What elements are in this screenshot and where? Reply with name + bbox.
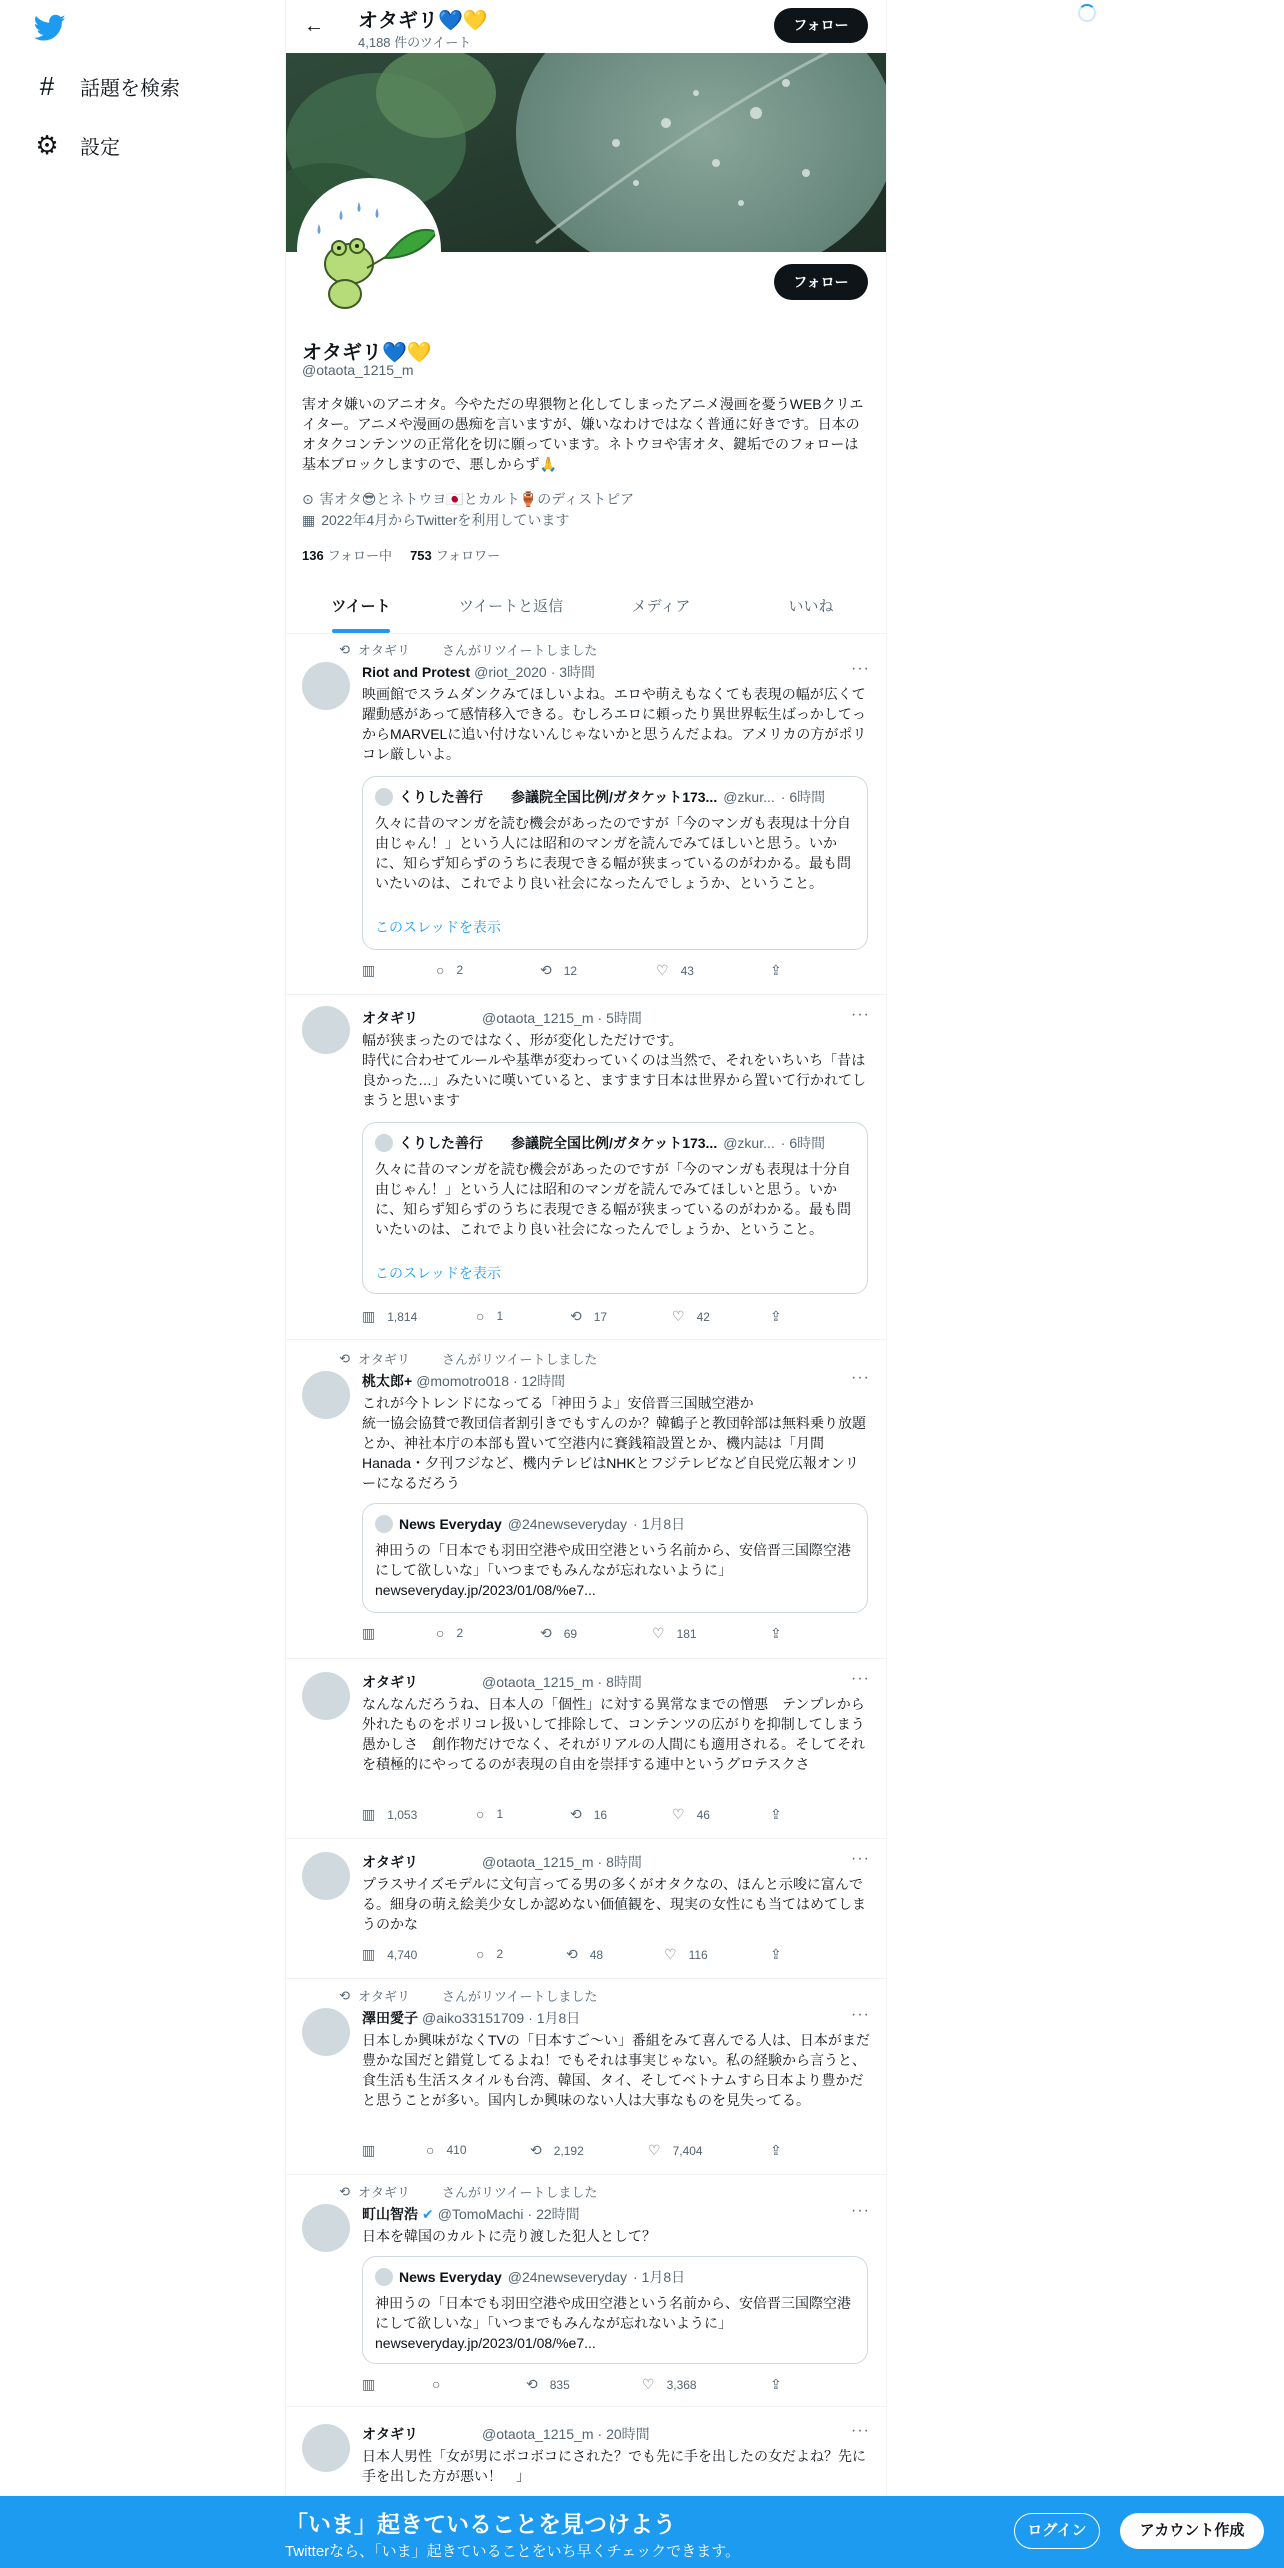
like-count: 43: [680, 963, 694, 978]
quote-text: 久々に昔のマンガを読む機会があったのですが「今のマンガも表現は十分自由じゃん！」という人には昭和のマンガを読んでみてほしいと思う。いかに、知らず知らずのうちに表現できる幅が狭まっているのがわかる。最も問いたいのは、これでより良い社会になったんでしょうか、ということ。: [375, 1161, 851, 1237]
tweet-actions: [362, 1806, 802, 1826]
like-button[interactable]: [648, 2142, 703, 2159]
tweet-author-handle[interactable]: @otaota_1215_m: [482, 2426, 594, 2442]
views-chart-icon: ▥: [362, 1946, 376, 1962]
like-count: 116: [688, 1947, 708, 1962]
more-options-icon[interactable]: ···: [851, 660, 870, 677]
share-button[interactable]: [770, 962, 782, 979]
tweet-actions: [362, 1946, 802, 1966]
profile-joined-text: 2022年4月からTwitterを利用しています: [321, 512, 570, 528]
profile-column: [285, 0, 887, 2568]
tweet-actions: [362, 1308, 802, 1328]
like-button[interactable]: [656, 962, 694, 979]
quote-avatar: [375, 1515, 393, 1533]
tweet-text: 映画館でスラムダンクみてほしいよね。エロや萌えもなくても表現の幅が広くて躍動感があって感情移入できる。むしろエロに頼ったり異世界転生ばっかしてっからMARVELに追い付けないんじゃないかと思うんだよね。アメリカの方がポリコレ厳しいよ。: [362, 686, 867, 762]
views-chart-icon: ▥: [362, 1308, 376, 1324]
tweet-author-name[interactable]: オタギリ: [362, 1010, 418, 1026]
views-chart-icon: ▥: [362, 1625, 376, 1641]
following-label: フォロー中: [327, 548, 393, 563]
more-options-icon[interactable]: ···: [851, 1006, 870, 1023]
heart-icon: ♡: [656, 962, 669, 978]
tweet-header: [362, 1371, 565, 1391]
nav-settings-label: 設定: [80, 137, 120, 159]
tweet-author-name[interactable]: Riot and Protest: [362, 664, 471, 680]
tweet-text: これが今トレンドになってる「神田うよ」安倍晋三国賊空港か 統一協会協賛で教団信者割引きでもすんのか？韓鶴子と教団幹部は無料乗り放題とか、神社本庁の本部も置いて空港内に賽銭箱設置とか、機内誌は「月間Hanada・夕刊フジなど、機内テレビはNHKとフジテレビなど自民党広報オンリーになるだろう: [362, 1395, 866, 1491]
retweeter-name[interactable]: オタギリ: [358, 1352, 411, 1367]
share-icon: ⇪: [770, 1806, 782, 1822]
reply-icon: ○: [476, 1946, 485, 1962]
quote-author-name: くりした善行 参議院全国比例/ガタケット173...: [399, 789, 718, 805]
share-button[interactable]: [770, 2376, 782, 2393]
tweet-header: [362, 662, 595, 682]
reply-button[interactable]: [426, 2142, 467, 2158]
header-profile-name: オタギリ💙💛: [358, 10, 488, 32]
retweet-icon: ⟲: [540, 1625, 552, 1641]
quote-header: [375, 787, 855, 807]
tweet-author-name[interactable]: 桃太郎+: [362, 1373, 413, 1389]
profile-handle: @otaota_1215_m: [302, 362, 414, 378]
tweet-time[interactable]: · 12時間: [513, 1373, 566, 1389]
views-chart-icon: ▥: [362, 1806, 376, 1822]
reply-icon: ○: [426, 2142, 435, 2158]
header-follow-button[interactable]: フォロー: [774, 8, 868, 43]
share-icon: ⇪: [770, 2142, 782, 2158]
share-button[interactable]: [770, 1946, 782, 1963]
more-options-icon[interactable]: ···: [851, 2422, 870, 2439]
retweet-suffix: さんがリツイートしました: [442, 1989, 598, 2004]
tweet-header: [362, 1672, 642, 1692]
views-button[interactable]: [362, 1806, 417, 1823]
share-button[interactable]: [770, 1308, 782, 1325]
quote-author-handle: @zkur...: [723, 789, 775, 805]
heart-icon: ♡: [672, 1308, 685, 1324]
tweet-text: 日本を韓国のカルトに売り渡した犯人として？: [362, 2228, 656, 2244]
reply-count: 1: [496, 1807, 504, 1821]
more-options-icon[interactable]: ···: [851, 2202, 870, 2219]
tweet-author-handle[interactable]: @TomoMachi: [437, 2206, 524, 2222]
more-options-icon[interactable]: ···: [851, 1850, 870, 1867]
quote-text: 久々に昔のマンガを読む機会があったのですが「今のマンガも表現は十分自由じゃん！」という人には昭和のマンガを読んでみてほしいと思う。いかに、知らず知らずのうちに表現できる幅が狭まっているのがわかる。最も問いたいのは、これでより良い社会になったんでしょうか、ということ。: [375, 815, 851, 891]
share-icon: ⇪: [770, 962, 782, 978]
quote-avatar: [375, 788, 393, 806]
like-button[interactable]: [672, 1308, 710, 1325]
retweet-count: 2,192: [553, 2143, 584, 2158]
quote-header: [375, 2267, 855, 2287]
profile-tabs: [286, 580, 886, 634]
reply-button[interactable]: [436, 962, 463, 978]
more-options-icon[interactable]: ···: [851, 1670, 870, 1687]
profile-location-text: 害オタ😎とネトウヨ🇯🇵とカルト🏺のディストピア: [319, 491, 635, 507]
tweet-item[interactable]: [286, 1339, 886, 1659]
tweet-author-handle[interactable]: @otaota_1215_m: [482, 1854, 594, 1870]
tweet-avatar[interactable]: [302, 2008, 350, 2056]
like-button[interactable]: [652, 1625, 697, 1642]
reply-count: 2: [456, 1626, 464, 1640]
views-count: 4,740: [387, 1947, 418, 1962]
retweet-context: [334, 1349, 597, 1368]
retweet-button[interactable]: [530, 2142, 584, 2159]
tweet-avatar[interactable]: [302, 2424, 350, 2472]
tweet-time[interactable]: · 8時間: [597, 1674, 642, 1690]
retweet-button[interactable]: [570, 1806, 607, 1823]
heart-icon: ♡: [652, 1625, 665, 1641]
tweet-actions: [362, 962, 802, 982]
retweet-icon: ⟲: [526, 2376, 538, 2392]
reply-count: 2: [456, 963, 464, 977]
views-chart-icon: ▥: [362, 2376, 376, 2392]
quote-author-name: News Everyday: [399, 2269, 502, 2285]
tweet-author-name[interactable]: オタギリ: [362, 2426, 418, 2442]
views-chart-icon: ▥: [362, 2142, 376, 2158]
quoted-tweet[interactable]: [362, 1503, 868, 1613]
tweet-text: プラスサイズモデルに文句言ってる男の多くがオタクなの、ほんと示唆に富んでる。細身の萌え絵美少女しか認めない価値観を、現実の女性にも当てはめてしまうのかな: [362, 1876, 866, 1932]
retweet-icon: ⟲: [530, 2142, 542, 2158]
profile-follow-counts: [302, 545, 500, 564]
tab-tweets-replies[interactable]: ツイートと返信: [458, 598, 564, 615]
retweet-icon: ⟲: [339, 1350, 350, 1366]
reply-icon: ○: [436, 1625, 445, 1641]
quote-author-name: News Everyday: [399, 1516, 502, 1532]
tweet-author-handle[interactable]: @momotro018: [416, 1373, 509, 1389]
reply-button[interactable]: [476, 1806, 503, 1822]
quote-author-handle: @zkur...: [723, 1135, 775, 1151]
like-count: 181: [676, 1626, 697, 1641]
signup-banner: [0, 2496, 1284, 2568]
quoted-tweet[interactable]: [362, 1122, 868, 1294]
quote-time: · 1月8日: [633, 1516, 686, 1532]
retweet-count: 17: [593, 1309, 608, 1324]
retweet-context: [334, 640, 597, 659]
retweet-suffix: さんがリツイートしました: [442, 2185, 598, 2200]
retweet-suffix: さんがリツイートしました: [442, 1352, 598, 1367]
tweet-header: [362, 1008, 642, 1028]
tab-media[interactable]: メディア: [631, 598, 691, 615]
retweet-context: [334, 2182, 597, 2201]
views-chart-icon: ▥: [362, 962, 376, 978]
retweet-count: 835: [549, 2377, 570, 2392]
retweet-suffix: さんがリツイートしました: [442, 643, 598, 658]
signup-banner-title: 「いま」起きていることを見つけよう: [285, 2511, 676, 2537]
tweet-text: 日本人男性「女が男にボコボコにされた？でも先に手を出したの女だよね？先に手を出した方が悪い！ 」: [362, 2448, 866, 2484]
reply-count: 410: [446, 2143, 467, 2157]
tweet-time[interactable]: · 8時間: [597, 1854, 642, 1870]
tweet-actions: [362, 2376, 802, 2396]
following-count: 136: [302, 548, 324, 563]
loading-spinner-icon: [1078, 4, 1096, 22]
calendar-icon: ▦: [302, 511, 316, 528]
tweet-header: [362, 1852, 642, 1872]
retweet-count: 48: [589, 1947, 604, 1962]
tweet-avatar[interactable]: [302, 1852, 350, 1900]
share-icon: ⇪: [770, 2376, 782, 2392]
views-button[interactable]: [362, 2142, 387, 2159]
signup-banner-subtitle: Twitterなら、「いま」起きていることをいち早くチェックできます。: [285, 2543, 741, 2560]
tweet-time[interactable]: · 3時間: [550, 664, 596, 680]
like-button[interactable]: [664, 1946, 708, 1963]
show-thread-link[interactable]: このスレッドを表示: [375, 1265, 501, 1281]
reply-icon: ○: [432, 2376, 441, 2392]
tweet-text: なんなんだろうね、日本人の「個性」に対する異常なまでの憎悪 テンプレから外れたものをポリコレ扱いして排除して、コンテンツの広がりを抑制してしまう愚かしさ 創作物だけでなく、それがリアルの人間にも適用される。そしてそれを積極的にやってるのが表現の自由を崇拝する連中というグロテスクさ: [362, 1696, 866, 1772]
views-button[interactable]: [362, 1308, 417, 1325]
tweet-item[interactable]: [286, 994, 886, 1340]
profile-name: オタギリ💙💛: [302, 342, 432, 364]
verified-badge-icon: ✔: [422, 2205, 434, 2222]
heart-icon: ♡: [672, 1806, 685, 1822]
share-button[interactable]: [770, 1625, 782, 1642]
retweet-icon: ⟲: [570, 1308, 582, 1324]
tweet-item[interactable]: [286, 1978, 886, 2175]
nav-explore-label: 話題を検索: [80, 78, 180, 100]
nav-explore[interactable]: [34, 72, 180, 101]
tweet-author-handle[interactable]: @aiko33151709: [422, 2010, 525, 2026]
tweet-header: [362, 2008, 580, 2028]
retweet-button[interactable]: [566, 1946, 603, 1963]
location-pin-icon: ⊙: [302, 490, 314, 507]
back-arrow-icon[interactable]: ←: [304, 15, 324, 37]
reply-icon: ○: [436, 962, 445, 978]
views-count: 1,814: [387, 1309, 418, 1324]
quote-author-name: くりした善行 参議院全国比例/ガタケット173...: [399, 1135, 718, 1151]
nav-settings[interactable]: [34, 131, 120, 160]
views-button[interactable]: [362, 962, 387, 979]
reply-count: 2: [496, 1947, 504, 1961]
tweet-header: [362, 2204, 580, 2224]
quote-text: 神田うの「日本でも羽田空港や成田空港という名前から、安倍晋三国際空港にして欲しいな」「いつまでもみんなが忘れないように」newseveryday.jp/2023/01/08/%e7...: [375, 2295, 851, 2351]
reply-button[interactable]: [476, 1308, 503, 1324]
views-count: 1,053: [387, 1807, 418, 1822]
reply-button[interactable]: [436, 1625, 463, 1641]
tweet-author-handle[interactable]: @otaota_1215_m: [482, 1010, 594, 1026]
like-count: 7,404: [672, 2143, 703, 2158]
tweet-author-handle[interactable]: @otaota_1215_m: [482, 1674, 594, 1690]
retweeter-name[interactable]: オタギリ: [358, 1989, 411, 2004]
tweet-author-name[interactable]: オタギリ: [362, 1674, 418, 1690]
retweet-icon: ⟲: [566, 1946, 578, 1962]
tab-tweets[interactable]: ツイート: [286, 580, 436, 633]
tweet-author-handle[interactable]: @riot_2020: [474, 664, 547, 680]
retweet-icon: ⟲: [540, 962, 552, 978]
reply-icon: ○: [476, 1308, 485, 1324]
show-thread-link[interactable]: このスレッドを表示: [375, 919, 501, 935]
quote-header: [375, 1133, 855, 1153]
retweet-icon: ⟲: [339, 641, 350, 657]
tweet-author-name[interactable]: オタギリ: [362, 1854, 418, 1870]
views-button[interactable]: [362, 1946, 417, 1963]
retweet-context: [334, 1986, 597, 2005]
followers-count: 753: [410, 548, 432, 563]
like-count: 46: [696, 1807, 710, 1822]
login-button[interactable]: ログイン: [1014, 2513, 1100, 2549]
tweet-time[interactable]: · 20時間: [597, 2426, 650, 2442]
tweet-item[interactable]: [286, 1838, 886, 1979]
quote-time: · 1月8日: [633, 2269, 686, 2285]
profile-joined: [302, 510, 569, 530]
more-options-icon[interactable]: ···: [851, 1369, 870, 1386]
share-button[interactable]: [770, 1806, 782, 1823]
tweet-item[interactable]: [286, 2174, 886, 2407]
like-button[interactable]: [642, 2376, 697, 2393]
tweet-actions: [362, 2142, 802, 2162]
tweet-time[interactable]: · 5時間: [597, 1010, 642, 1026]
profile-bio: 害オタ嫌いのアニオタ。今やただの卑猥物と化してしまったアニメ漫画を憂うWEBクリエイター。アニメや漫画の愚痴を言いますが、嫌いなわけではなく普通に好きです。日本のオタクコンテンツの正常化を切に願っています。ネトウヨや害オタ、鍵垢でのフォローは基本ブロックしますので、悪しからず🙏: [302, 396, 864, 472]
profile-location: [302, 489, 634, 509]
retweet-icon: ⟲: [339, 1987, 350, 2003]
tweet-time[interactable]: · 1月8日: [528, 2010, 581, 2026]
quote-avatar: [375, 1134, 393, 1152]
quote-time: · 6時間: [780, 789, 826, 805]
reply-count: 1: [496, 1309, 504, 1323]
profile-follow-button[interactable]: フォロー: [774, 264, 868, 300]
retweet-button[interactable]: [540, 1625, 577, 1642]
quoted-tweet[interactable]: [362, 776, 868, 950]
tweet-avatar[interactable]: [302, 1672, 350, 1720]
heart-icon: ♡: [648, 2142, 661, 2158]
retweet-icon: ⟲: [570, 1806, 582, 1822]
views-button[interactable]: [362, 2376, 375, 2393]
retweet-button[interactable]: [526, 2376, 570, 2393]
create-account-button[interactable]: アカウント作成: [1120, 2513, 1264, 2549]
heart-icon: ♡: [664, 1946, 677, 1962]
quote-text: 神田うの「日本でも羽田空港や成田空港という名前から、安倍晋三国際空港にして欲しいな」「いつまでもみんなが忘れないように」newseveryday.jp/2023/01/08/%e7...: [375, 1542, 851, 1598]
share-icon: ⇪: [770, 1946, 782, 1962]
tweet-time[interactable]: · 22時間: [527, 2206, 580, 2222]
quote-header: [375, 1514, 855, 1534]
reply-button[interactable]: [432, 2376, 452, 2392]
tweet-actions: [362, 1625, 802, 1645]
tweet-avatar[interactable]: [302, 662, 350, 710]
retweet-icon: ⟲: [339, 2183, 350, 2199]
left-navigation: [0, 0, 285, 300]
quote-time: · 6時間: [780, 1135, 826, 1151]
quoted-tweet[interactable]: [362, 2256, 868, 2364]
followers-link[interactable]: [410, 545, 500, 564]
hashtag-icon: #: [39, 71, 55, 101]
more-options-icon[interactable]: ···: [851, 2006, 870, 2023]
like-count: 42: [696, 1309, 710, 1324]
profile-avatar[interactable]: [297, 178, 441, 322]
reply-button[interactable]: [476, 1946, 503, 1962]
gear-icon: ⚙: [35, 130, 59, 160]
tweet-author-name[interactable]: 町山智浩: [362, 2206, 418, 2222]
retweet-count: 12: [563, 963, 578, 978]
quote-avatar: [375, 2268, 393, 2286]
reply-icon: ○: [476, 1806, 485, 1822]
twitter-logo-icon[interactable]: [34, 14, 66, 42]
tweet-avatar[interactable]: [302, 1006, 350, 1054]
share-icon: ⇪: [770, 1625, 782, 1641]
header-tweet-count: 4,188 件のツイート: [358, 35, 472, 50]
heart-icon: ♡: [642, 2376, 655, 2392]
tweet-header: [362, 2424, 650, 2444]
retweeter-name[interactable]: オタギリ: [358, 643, 411, 658]
tab-likes[interactable]: いいね: [788, 598, 834, 615]
quote-author-handle: @24newseveryday: [507, 1516, 628, 1532]
tweet-item[interactable]: [286, 634, 886, 995]
tweet-author-name[interactable]: 澤田愛子: [362, 2010, 418, 2026]
tweet-avatar[interactable]: [302, 2204, 350, 2252]
share-button[interactable]: [770, 2142, 782, 2159]
retweet-button[interactable]: [540, 962, 577, 979]
views-button[interactable]: [362, 1625, 387, 1642]
retweet-button[interactable]: [570, 1308, 607, 1325]
retweeter-name[interactable]: オタギリ: [358, 2185, 411, 2200]
tweet-item[interactable]: [286, 1658, 886, 1839]
like-button[interactable]: [672, 1806, 710, 1823]
retweet-count: 16: [593, 1807, 608, 1822]
profile-header-bar: [286, 0, 886, 53]
tweet-text: 幅が狭まったのではなく、形が変化しただけです。 時代に合わせてルールや基準が変わっていくのは当然で、それをいちいち「昔は良かった…」みたいに嘆いていると、ますます日本は世界から置いて行かれてしまうと思います: [362, 1032, 866, 1108]
followers-label: フォロワー: [435, 548, 501, 563]
share-icon: ⇪: [770, 1308, 782, 1324]
tweet-avatar[interactable]: [302, 1371, 350, 1419]
retweet-count: 69: [563, 1626, 578, 1641]
tweet-text: 日本しか興味がなくTVの「日本すご〜い」番組をみて喜んでる人は、日本がまだ豊かな国だと錯覚してるよね！でもそれは事実じゃない。私の経験から言うと、食生活も生活スタイルも台湾、韓国、タイ、そしてベトナムすら日本より豊かだと思うことが多い。国内しか興味のない人は大事なものを見失ってる。: [362, 2032, 870, 2108]
following-link[interactable]: [302, 545, 392, 564]
quote-author-handle: @24newseveryday: [507, 2269, 628, 2285]
like-count: 3,368: [666, 2377, 697, 2392]
